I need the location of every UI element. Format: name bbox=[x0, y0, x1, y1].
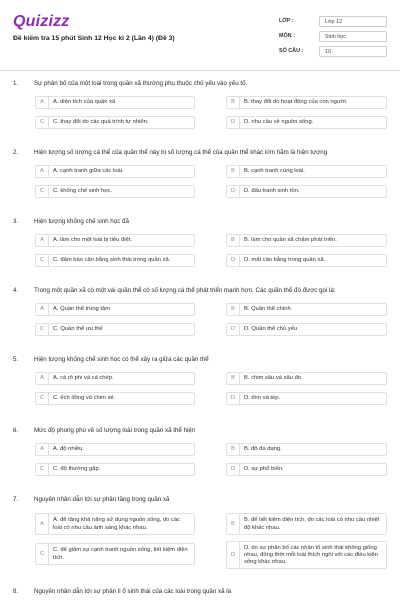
meta-row-count bbox=[279, 44, 387, 59]
option-c[interactable] bbox=[35, 323, 195, 336]
option-letter: D bbox=[227, 393, 240, 404]
option-letter: C bbox=[36, 544, 49, 564]
quizizz-logo: Quizizz bbox=[13, 13, 70, 30]
question-text bbox=[13, 427, 387, 435]
header-left bbox=[13, 12, 278, 72]
option-text: D. đấu tranh sinh tồn. bbox=[244, 188, 300, 195]
option-b[interactable] bbox=[226, 303, 387, 316]
question-stem: Hiện tượng khống chế sinh học có thể xảy ra giữa các quần thể bbox=[34, 356, 209, 363]
option-c[interactable] bbox=[35, 185, 195, 198]
option-letter: A bbox=[36, 444, 49, 455]
header-divider bbox=[0, 70, 400, 71]
question-4 bbox=[13, 287, 387, 333]
option-letter: C bbox=[36, 464, 49, 475]
option-letter: B bbox=[227, 97, 240, 108]
question-number: 4. bbox=[13, 287, 19, 294]
option-text: B. làm cho quần xã chậm phát triển. bbox=[244, 237, 337, 244]
question-number: 5. bbox=[13, 356, 19, 363]
option-letter: C bbox=[36, 255, 49, 266]
question-number: 7. bbox=[13, 496, 19, 503]
option-letter: B bbox=[227, 373, 240, 384]
question-text bbox=[13, 356, 387, 364]
option-text: D. Quần thể chủ yếu bbox=[244, 326, 298, 333]
option-c[interactable] bbox=[35, 543, 195, 565]
question-stem: Sự phân bố của một loài trong quần xã thường phụ thuộc chủ yếu vào yếu tố. bbox=[34, 80, 248, 87]
question-number: 6. bbox=[13, 427, 19, 434]
option-b[interactable] bbox=[226, 513, 387, 535]
option-a[interactable] bbox=[35, 513, 195, 535]
option-letter: D bbox=[227, 324, 240, 335]
question-stem: Hiện tượng số lượng cá thể của quần thể này bị số lượng cá thể của quần thể khác kìm hãm là hiện tượng bbox=[34, 149, 328, 156]
question-8 bbox=[13, 588, 387, 596]
option-text: C. đảm bảo cân bằng sinh thái trong quần xã. bbox=[53, 257, 171, 264]
option-a[interactable] bbox=[35, 96, 195, 109]
question-text bbox=[13, 149, 387, 157]
option-d[interactable] bbox=[226, 463, 387, 476]
option-text: D. tôm và tép. bbox=[244, 395, 281, 402]
question-text bbox=[13, 287, 387, 295]
option-text: C. ếch đồng và chim sẻ. bbox=[53, 395, 116, 402]
option-c[interactable] bbox=[35, 392, 195, 405]
option-a[interactable] bbox=[35, 165, 195, 178]
option-d[interactable] bbox=[226, 323, 387, 336]
meta-label-count: SỐ CÂU : bbox=[279, 48, 304, 55]
option-text: C. độ thường gặp. bbox=[53, 466, 101, 473]
question-stem: Mức độ phong phú về số lượng loài trong quần xã thể hiện bbox=[34, 427, 196, 434]
option-d[interactable] bbox=[226, 185, 387, 198]
option-a[interactable] bbox=[35, 372, 195, 385]
option-letter: D bbox=[227, 117, 240, 128]
option-b[interactable] bbox=[226, 165, 387, 178]
question-text bbox=[13, 218, 387, 226]
option-a[interactable] bbox=[35, 234, 195, 247]
option-letter: D bbox=[227, 186, 240, 197]
option-b[interactable] bbox=[226, 96, 387, 109]
option-text: D. do sự phân bố các nhân tố sinh thái không giống nhau, đồng thời mỗi loài thích nghi với các điều kiện sống khác nhau. bbox=[244, 544, 378, 566]
option-c[interactable] bbox=[35, 116, 195, 129]
option-letter: B bbox=[227, 166, 240, 177]
option-letter: A bbox=[36, 235, 49, 246]
meta-value-count: 10 bbox=[319, 46, 387, 57]
option-text: C. khống chế sinh học. bbox=[53, 188, 112, 195]
question-number: 8. bbox=[13, 588, 19, 595]
option-letter: A bbox=[36, 97, 49, 108]
option-text: B. độ đa dạng. bbox=[244, 446, 282, 453]
option-letter: D bbox=[227, 542, 240, 568]
worksheet-header bbox=[13, 12, 387, 72]
option-text: B. chim sâu và sâu đo. bbox=[244, 375, 303, 382]
option-text: D. sự phổ biến. bbox=[244, 466, 284, 473]
meta-row-subject bbox=[279, 29, 387, 44]
option-letter: B bbox=[227, 235, 240, 246]
question-text bbox=[13, 80, 387, 88]
option-letter: A bbox=[36, 514, 49, 534]
question-number: 2. bbox=[13, 149, 19, 156]
question-stem: Hiện tượng khống chế sinh học đã bbox=[34, 218, 129, 225]
option-d[interactable] bbox=[226, 116, 387, 129]
option-text: B. Quần thể chính bbox=[244, 306, 291, 313]
question-2 bbox=[13, 149, 387, 195]
meta-label-class: LỚP : bbox=[279, 18, 294, 25]
option-text: C. Quần thể ưu thế bbox=[53, 326, 103, 333]
option-c[interactable] bbox=[35, 254, 195, 267]
meta-panel bbox=[279, 12, 387, 72]
question-3 bbox=[13, 218, 387, 264]
option-text: B. cạnh tranh cùng loài. bbox=[244, 168, 305, 175]
meta-value-subject: Sinh học bbox=[319, 31, 387, 42]
option-text: A. làm cho một loài bị tiêu diệt. bbox=[53, 237, 132, 244]
option-letter: C bbox=[36, 393, 49, 404]
option-letter: B bbox=[227, 444, 240, 455]
option-d[interactable] bbox=[226, 541, 387, 569]
option-letter: B bbox=[227, 514, 240, 534]
question-stem: Nguyên nhân dẫn tới sự phân tầng trong quần xã bbox=[34, 496, 170, 503]
option-text: A. Quần thể trung tâm bbox=[53, 306, 111, 313]
option-text: C. để giảm sự cạnh tranh nguồn sống, tiết kiệm diện tích. bbox=[53, 547, 188, 561]
question-7 bbox=[13, 496, 387, 566]
option-text: A. diện tích của quần xã bbox=[53, 99, 116, 106]
option-d[interactable] bbox=[226, 392, 387, 405]
question-text bbox=[13, 588, 387, 596]
option-letter: D bbox=[227, 464, 240, 475]
option-b[interactable] bbox=[226, 372, 387, 385]
question-number: 1. bbox=[13, 80, 19, 87]
option-text: B. thay đổi do hoạt động của con người. bbox=[244, 99, 348, 106]
option-text: A. độ nhiều. bbox=[53, 446, 84, 453]
question-number: 3. bbox=[13, 218, 19, 225]
option-letter: D bbox=[227, 255, 240, 266]
question-text bbox=[13, 496, 387, 504]
option-letter: B bbox=[227, 304, 240, 315]
option-text: A. cá rô phi và cá chép. bbox=[53, 375, 114, 382]
option-text: D. nhu cầu về nguồn sống. bbox=[244, 119, 314, 126]
question-stem: Nguyên nhân dẫn tới sự phân li ổ sinh thái của các loài trong quần xã là bbox=[34, 588, 232, 595]
meta-value-class: Lớp 12 bbox=[319, 16, 387, 27]
option-a[interactable] bbox=[35, 443, 195, 456]
option-text: C. thay đổi do các quá trình tự nhiên. bbox=[53, 119, 149, 126]
option-b[interactable] bbox=[226, 234, 387, 247]
option-b[interactable] bbox=[226, 443, 387, 456]
question-6 bbox=[13, 427, 387, 473]
option-text: D. mất cân bằng trong quần xã. bbox=[244, 257, 326, 264]
meta-row-class bbox=[279, 14, 387, 29]
option-text: A. để tăng khả năng sử dụng nguồn sống, do các loài có nhu cầu ánh sáng khác nhau. bbox=[53, 517, 180, 531]
quiz-title: Đề kiểm tra 15 phút Sinh 12 Học kì 2 (Lần 4) (Đề 3) bbox=[13, 35, 175, 42]
option-letter: C bbox=[36, 117, 49, 128]
option-letter: A bbox=[36, 373, 49, 384]
option-letter: A bbox=[36, 304, 49, 315]
question-1 bbox=[13, 80, 387, 126]
option-letter: C bbox=[36, 324, 49, 335]
question-5 bbox=[13, 356, 387, 402]
option-a[interactable] bbox=[35, 303, 195, 316]
option-letter: C bbox=[36, 186, 49, 197]
question-stem: Trong một quần xã có một vài quần thể có số lượng cá thể phát triển mạnh hơn. Các quần thể đó được gọi là: bbox=[34, 287, 336, 294]
option-c[interactable] bbox=[35, 463, 195, 476]
option-text: B. để tiết kiệm diện tích, do các loài có nhu cầu nhiệt độ khác nhau. bbox=[244, 517, 380, 531]
option-letter: A bbox=[36, 166, 49, 177]
meta-label-subject: MÔN : bbox=[279, 33, 295, 40]
option-d[interactable] bbox=[226, 254, 387, 267]
option-text: A. cạnh tranh giữa các loài. bbox=[53, 168, 124, 175]
